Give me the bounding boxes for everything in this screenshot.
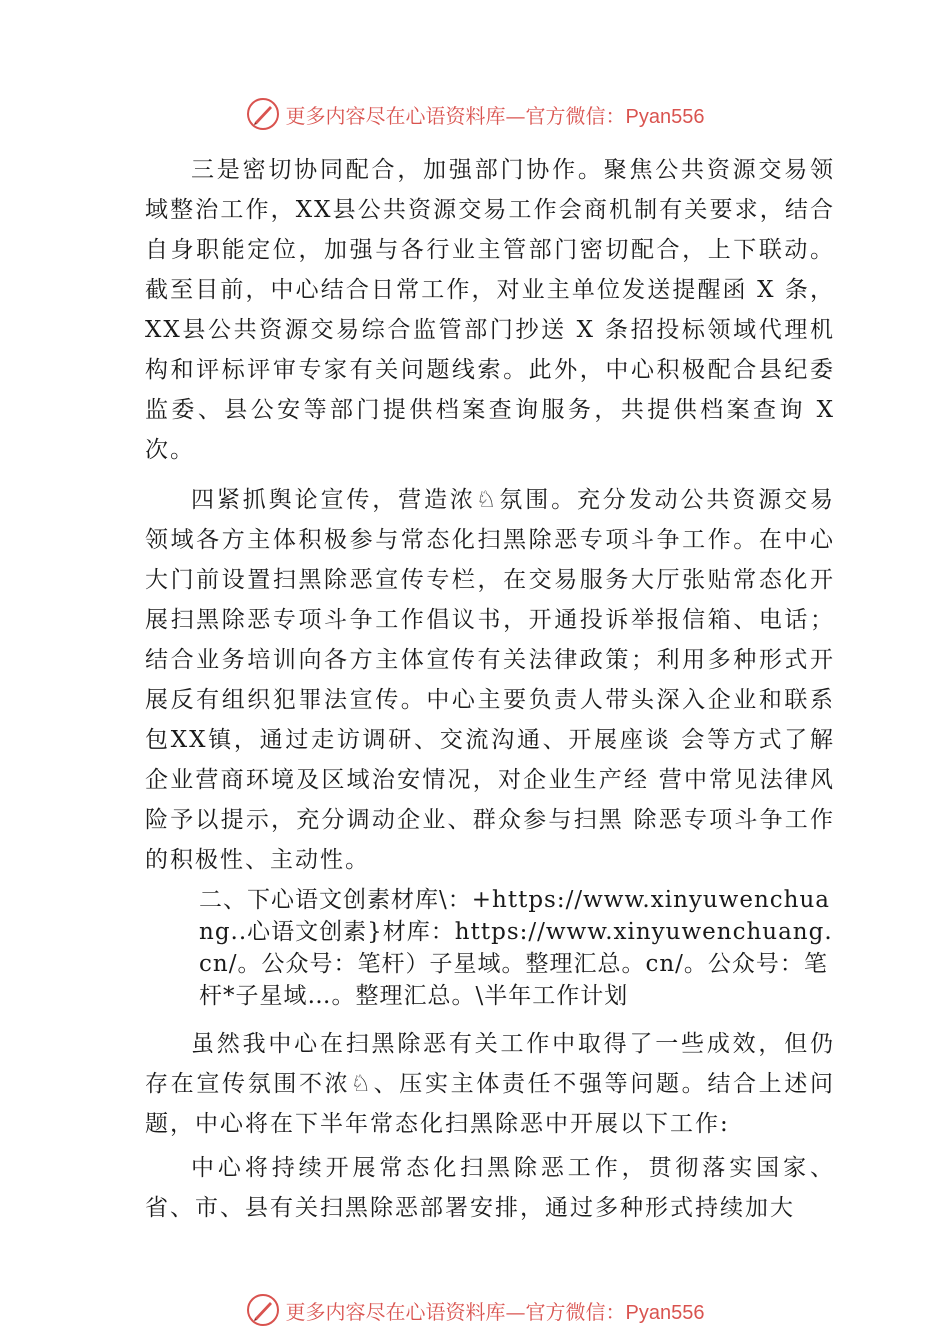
footer-banner	[0, 1290, 950, 1330]
section-heading-half-year-plan: 二、下心语文创素材库\：+https://www.xinyuwenchuang..心语文创素}材库：https://www.xinyuwenchuang.cn/。公众号：笔杆）子星域。整理汇总。cn/。公众号：笔杆*子星域…。整理汇总。\半年工作计划	[199, 887, 833, 1009]
header-banner	[0, 94, 950, 134]
banner-text: 更多内容尽在心语资料库—官方微信：Pyan556	[285, 103, 705, 128]
paragraph-coordination: 三是密切协同配合，加强部门协作。聚焦公共资源交易领域整治工作，XX县公共资源交易工作会商机制有关要求，结合自身职能定位，加强与各行业主管部门密切配合，上下联动。截至目前，中心结合日常工作，对业主单位发送提醒函 X 条，XX县公共资源交易综合监管部门抄送 X 条招投标领域代理机构和评标评审专家有关问题线索。此外，中心积极配合县纪委监委、县公安等部门提供档案查询服务，共提供档案查询 X次。	[145, 157, 835, 463]
pen-logo-icon	[246, 1293, 280, 1327]
banner-wechat-id: Pyan556	[625, 105, 705, 128]
paragraph-problems: 虽然我中心在扫黑除恶有关工作中取得了一些成效，但仍存在宣传氛围不浓♘、压实主体责任不强等问题。结合上述问题，中心将在下半年常态化扫黑除恶中开展以下工作:	[145, 1031, 835, 1137]
paragraph-continue-work: 中心将持续开展常态化扫黑除恶工作，贯彻落实国家、省、市、县有关扫黑除恶部署安排，通过多种形式持续加大	[145, 1155, 835, 1221]
banner-text: 更多内容尽在心语资料库—官方微信：Pyan556	[285, 1299, 705, 1324]
banner-wechat-id: Pyan556	[625, 1301, 705, 1324]
paragraph-publicity: 四紧抓舆论宣传，营造浓♘氛围。充分发动公共资源交易领域各方主体积极参与常态化扫黑除恶专项斗争工作。在中心大门前设置扫黑除恶宣传专栏，在交易服务大厅张贴常态化开展扫黑除恶专项斗争工作倡议书，开通投诉举报信箱、电话；结合业务培训向各方主体宣传有关法律政策；利用多种形式开展反有组织犯罪法宣传。中心主要负责人带头深入企业和联系包XX镇，通过走访调研、交流沟通、开展座谈 会等方式了解企业营商环境及区域治安情况，对企业生产经 营中常见法律风险予以提示，充分调动企业、群众参与扫黑 除恶专项斗争工作的积极性、主动性。	[145, 487, 835, 873]
pen-logo-icon	[246, 97, 280, 131]
document-body	[145, 150, 835, 1228]
